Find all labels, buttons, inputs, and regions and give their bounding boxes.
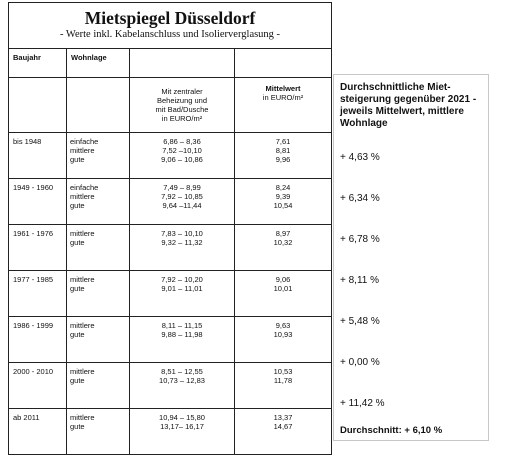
increase-value: + 4,63 % (340, 152, 380, 163)
year-cell: 1977 - 1985 (13, 275, 54, 284)
rent-increase-box (333, 74, 489, 441)
increase-value: + 6,78 % (340, 234, 380, 245)
subheader-empty-1 (9, 78, 67, 133)
year-cell: 2000 - 2010 (13, 367, 54, 376)
increase-value: + 11,42 % (340, 398, 385, 409)
header-empty-1 (130, 49, 235, 78)
year-cell: ab 2011 (13, 413, 40, 422)
rent-increase-heading: Durchschnittliche Miet-steigerung gegenüber 2021 - jeweils Mittelwert, mittlere Wohnlage (340, 82, 477, 129)
table-row: ab 2011 mittlere gute 10,94 – 15,80 13,17– 16,17 13,37 14,67 (9, 409, 332, 455)
table-row: 1977 - 1985 mittlere gute 7,92 – 10,20 9,01 – 11,01 9,06 10,01 (9, 271, 332, 317)
page-subtitle: - Werte inkl. Kabelanschluss und Isolierverglasung - (59, 29, 281, 40)
page-title: Mietspiegel Düsseldorf (84, 8, 256, 28)
title-cell (9, 3, 332, 49)
mittelwert-column-header: Mittelwert in EURO/m² (235, 78, 332, 133)
increase-value: + 8,11 % (340, 275, 380, 286)
table-row: 2000 - 2010 mittlere gute 8,51 – 12,55 10,73 – 12,83 10,53 11,78 (9, 363, 332, 409)
table-row: 1949 - 1960 einfache mittlere gute 7,49 – 8,99 7,92 – 10,85 9,64 –11,44 8,24 9,39 10,54 (9, 179, 332, 225)
header-wohnlage: Wohnlage (67, 49, 130, 78)
year-cell: 1949 - 1960 (13, 183, 54, 192)
increase-value: + 5,48 % (340, 316, 380, 327)
year-cell: bis 1948 (13, 137, 42, 146)
rent-table (8, 2, 332, 455)
table-row: 1961 - 1976 mittlere gute 7,83 – 10,10 9,32 – 11,32 8,97 10,32 (9, 225, 332, 271)
increase-value: + 6,34 % (340, 193, 380, 204)
header-empty-2 (235, 49, 332, 78)
table-row: 1986 - 1999 mittlere gute 8,11 – 11,15 9,88 – 11,98 9,63 10,93 (9, 317, 332, 363)
year-cell: 1986 - 1999 (13, 321, 54, 330)
increase-value: + 0,00 % (340, 357, 380, 368)
average-increase: Durchschnitt: + 6,10 % (340, 425, 443, 436)
header-baujahr: Baujahr (9, 49, 67, 78)
year-cell: 1961 - 1976 (13, 229, 54, 238)
range-column-header: Mit zentraler Beheizung und mit Bad/Dusche in EURO/m² (130, 78, 235, 133)
table-row: bis 1948 einfache mittlere gute 6,86 – 8,36 7,52 –10,10 9,06 – 10,86 7,61 8,81 9,96 (9, 133, 332, 179)
subheader-empty-2 (67, 78, 130, 133)
